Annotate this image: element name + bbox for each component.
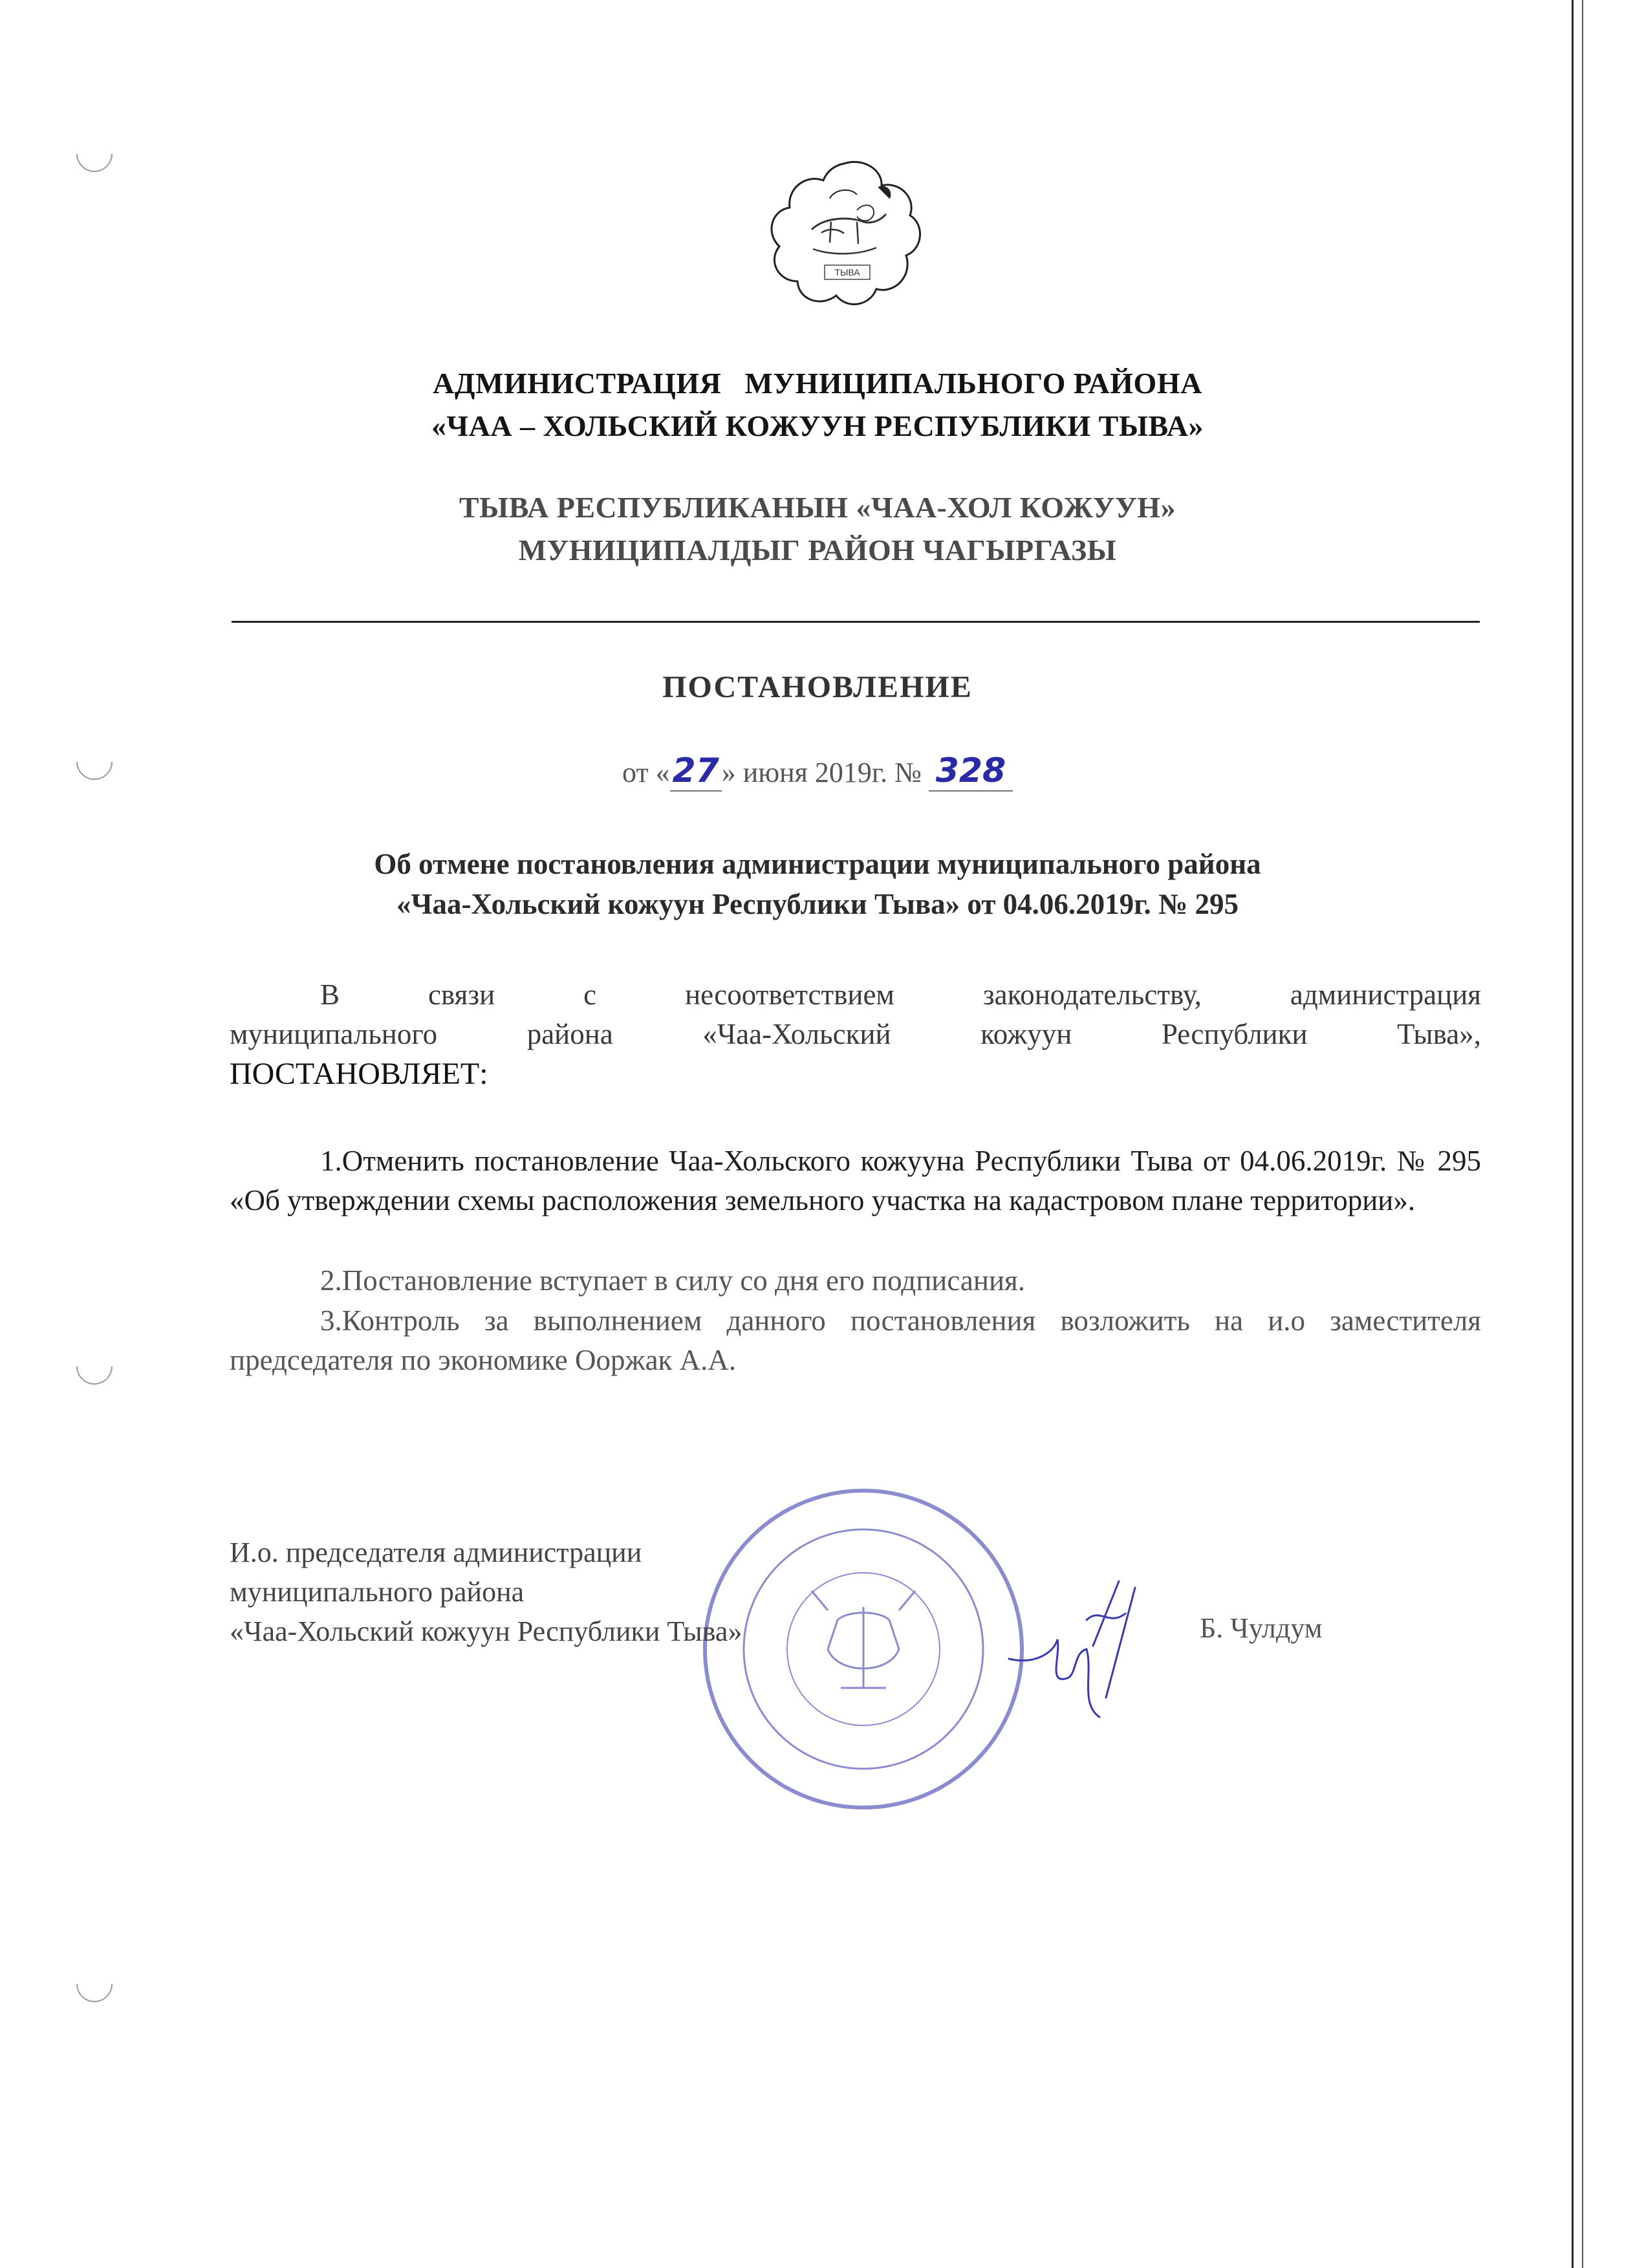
signatory-name: Б. Чулдум [1200, 1612, 1323, 1644]
signature-scribble-icon [996, 1568, 1145, 1736]
header-tv-line1: ТЫВА РЕСПУБЛИКАНЫН «ЧАА-ХОЛ КОЖУУН» [459, 491, 1176, 524]
date-day: 27 [670, 751, 722, 792]
tuva-emblem-icon [760, 152, 928, 314]
header-ru [0, 362, 1635, 448]
header-tv-line2: МУНИЦИПАЛДЫГ РАЙОН ЧАГЫРГАЗЫ [518, 534, 1117, 567]
document-date-line [0, 751, 1635, 792]
intro-line1: В связи с несоответствием законодательству, администрация [320, 978, 1481, 1011]
intro-decree: ПОСТАНОВЛЯЕТ: [230, 1057, 488, 1091]
date-middle: » июня 2019г. № [721, 757, 922, 788]
page-edge-line [1572, 0, 1574, 2268]
punch-hole [69, 1341, 120, 1392]
document-type: ПОСТАНОВЛЕНИЕ [662, 670, 973, 704]
document-number: 328 [929, 751, 1013, 792]
signature-block [230, 1533, 941, 1651]
punch-hole [69, 128, 120, 179]
signature-title-line2: муниципального района [230, 1576, 525, 1608]
punch-hole [69, 1958, 120, 2009]
document-subject [0, 844, 1635, 924]
item-2: 2.Постановление вступает в силу со дня его подписания. [320, 1264, 1025, 1297]
intro-line2: муниципального района «Чаа-Хольский кожуун Республики Тыва», [230, 1018, 1481, 1050]
handwritten-signature [996, 1568, 1145, 1736]
signature-title-line3: «Чаа-Хольский кожуун Республики Тыва» [230, 1615, 742, 1647]
page-edge-line [1582, 0, 1583, 2268]
signature-title-line1: И.о. председателя администрации [230, 1537, 642, 1568]
intro-paragraph [230, 975, 1481, 1094]
date-prefix: от « [622, 757, 670, 788]
emblem-label: ТЫВА [834, 267, 860, 277]
item-1: 1.Отменить постановление Чаа-Хольского кожууна Республики Тыва от 04.06.2019г. № 295 «Об утверждении схемы расположения земельного участка на кадастровом плане территории». [230, 1145, 1481, 1216]
header-ru-line2: «ЧАА – ХОЛЬСКИЙ КОЖУУН РЕСПУБЛИКИ ТЫВА» [431, 409, 1204, 442]
header-tv [0, 486, 1635, 572]
item-3: 3.Контроль за выполнением данного постановления возложить на и.о заместителя председателя по экономике Ооржак А.А. [230, 1304, 1481, 1376]
subject-line2: «Чаа-Хольский кожуун Республики Тыва» от 04.06.2019г. № 295 [396, 888, 1239, 920]
emblem [760, 152, 928, 314]
subject-line1: Об отмене постановления администрации муниципального района [374, 848, 1261, 880]
header-divider [232, 621, 1480, 623]
header-ru-line1: АДМИНИСТРАЦИЯ МУНИЦИПАЛЬНОГО РАЙОНА [433, 367, 1202, 400]
